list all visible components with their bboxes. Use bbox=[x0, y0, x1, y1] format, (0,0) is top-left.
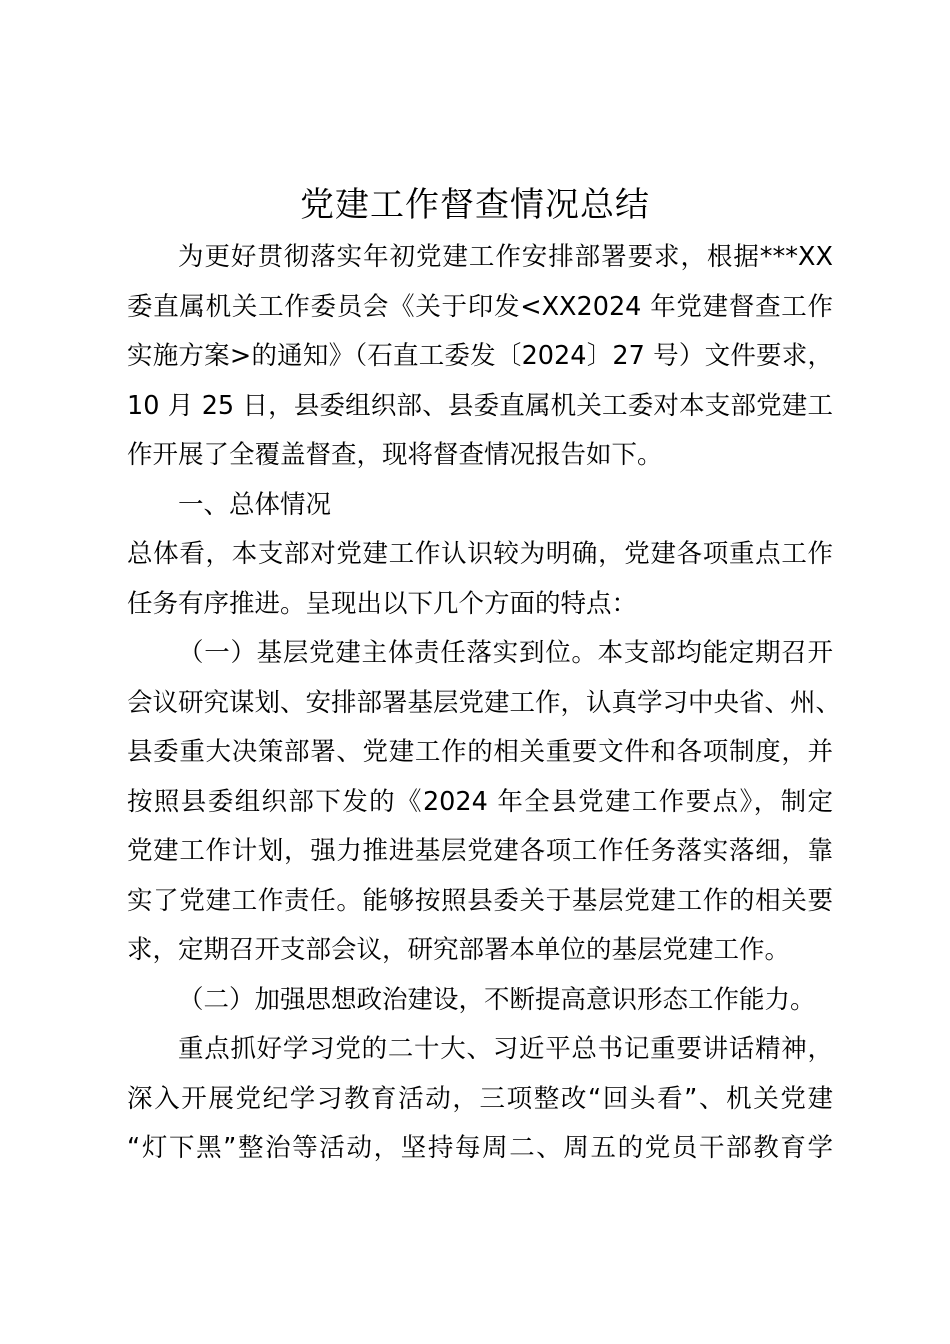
paragraph-line: 求，定期召开支部会议，研究部署本单位的基层党建工作。 bbox=[127, 935, 791, 965]
paragraph-line: 为更好贯彻落实年初党建工作安排部署要求，根据***XX bbox=[178, 242, 833, 272]
paragraph-line: “灯下黑”整治等活动，坚持每周二、周五的党员干部教育学 bbox=[127, 1133, 833, 1163]
paragraph-line: 总体看，本支部对党建工作认识较为明确，党建各项重点工作 bbox=[127, 539, 833, 569]
paragraph-line: 作开展了全覆盖督查，现将督查情况报告如下。 bbox=[127, 440, 663, 470]
paragraph-line: 党建工作计划，强力推进基层党建各项工作任务落实落细，靠 bbox=[127, 836, 833, 866]
paragraph-line: 县委重大决策部署、党建工作的相关重要文件和各项制度，并 bbox=[127, 737, 833, 767]
paragraph-line: 按照县委组织部下发的《2024 年全县党建工作要点》，制定 bbox=[127, 786, 833, 817]
paragraph-line: 任务有序推进。呈现出以下几个方面的特点： bbox=[127, 588, 638, 619]
paragraph-line: 实了党建工作责任。能够按照县委关于基层党建工作的相关要 bbox=[127, 885, 833, 916]
paragraph-line: 深入开展党纪学习教育活动，三项整改“回头看”、机关党建 bbox=[127, 1083, 833, 1114]
document-body bbox=[127, 233, 842, 1174]
paragraph-line: 委直属机关工作委员会《关于印发<XX2024 年党建督查工作 bbox=[127, 291, 833, 322]
subsection-line: （一）基层党建主体责任落实到位。本支部均能定期召开 bbox=[178, 638, 833, 668]
section-heading: 一、总体情况 bbox=[178, 489, 332, 520]
paragraph-line: 重点抓好学习党的二十大、习近平总书记重要讲话精神， bbox=[178, 1034, 833, 1064]
subsection-heading: （二）加强思想政治建设，不断提高意识形态工作能力。 bbox=[178, 984, 816, 1015]
paragraph-line: 10 月 25 日，县委组织部、县委直属机关工委对本支部党建工 bbox=[127, 390, 833, 421]
document-title: 党建工作督查情况总结 bbox=[300, 185, 650, 225]
paragraph-line: 会议研究谋划、安排部署基层党建工作，认真学习中央省、州、 bbox=[127, 687, 842, 718]
paragraph-line: 实施方案>的通知》（石直工委发〔2024〕27 号）文件要求， bbox=[127, 341, 833, 371]
